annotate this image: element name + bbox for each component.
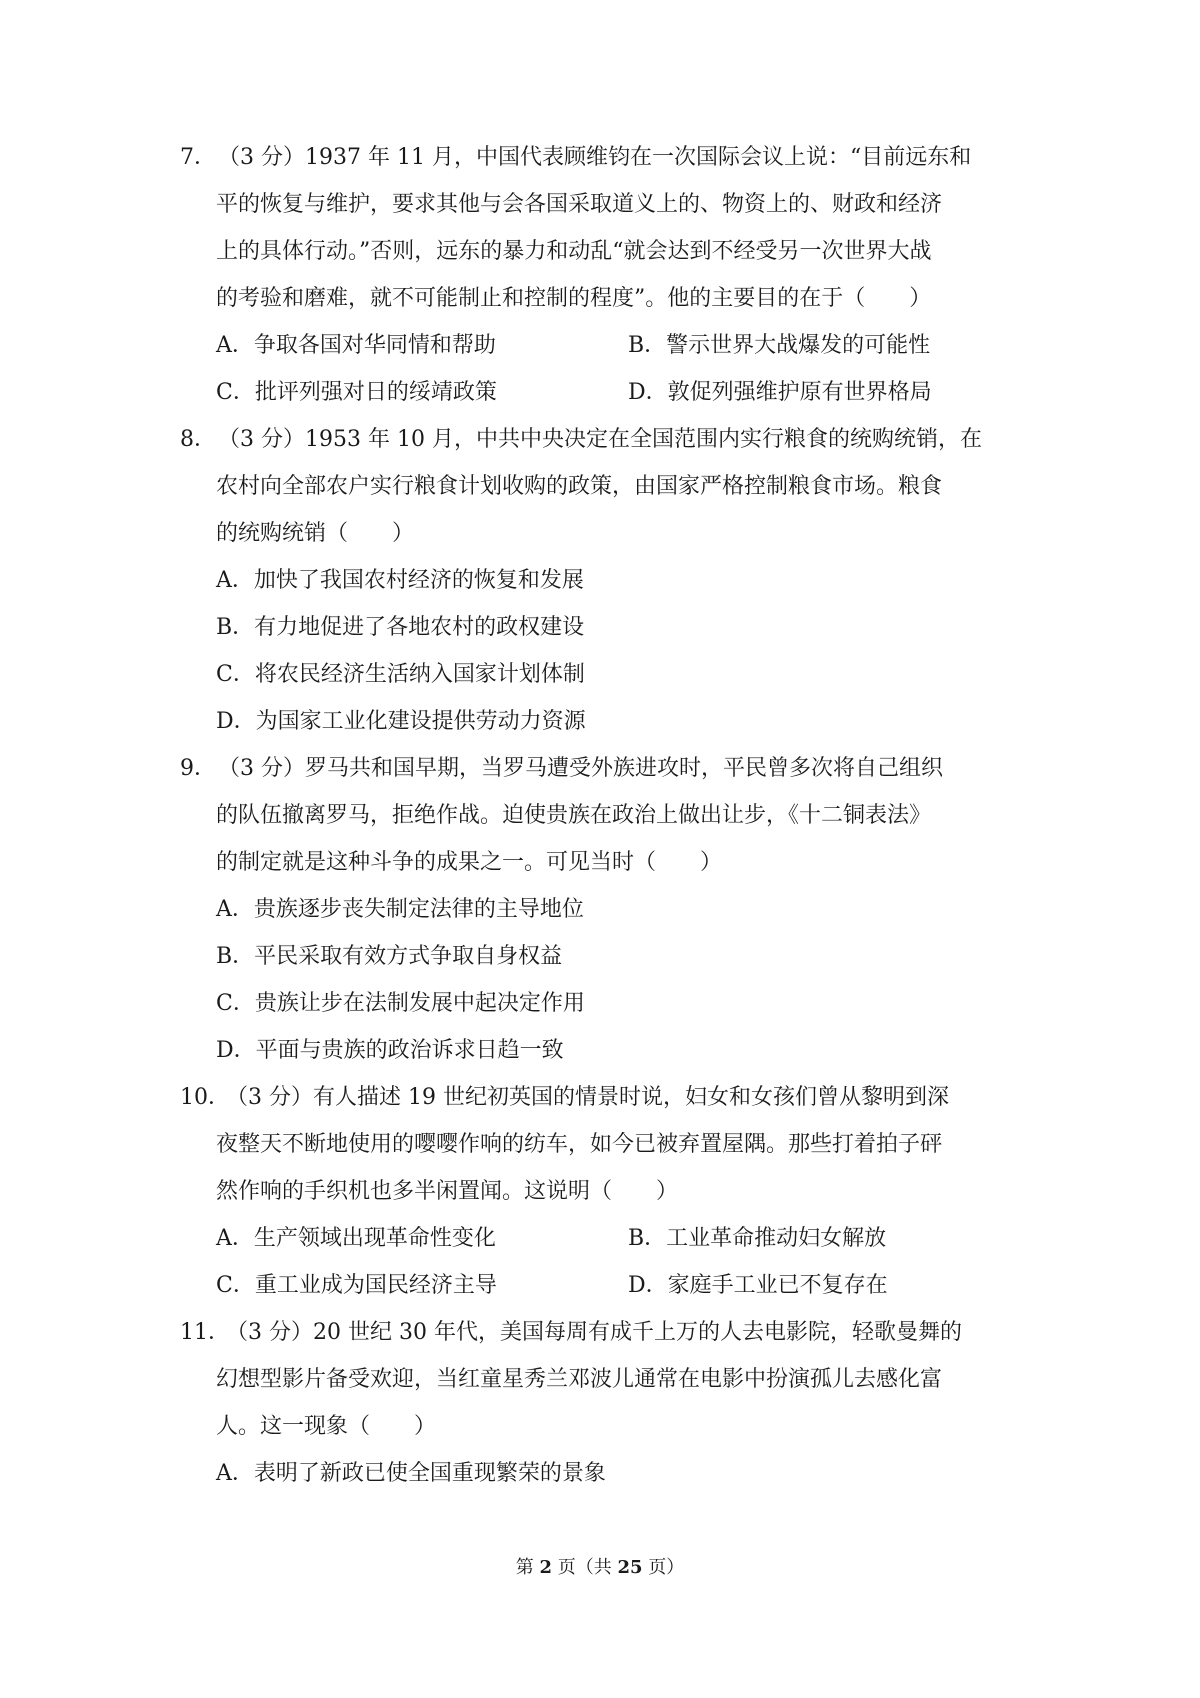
option-b[interactable]: B．有力地促进了各地农村的政权建设: [216, 615, 585, 640]
option-d[interactable]: D．家庭手工业已不复存在: [628, 1273, 888, 1298]
option-c[interactable]: C．重工业成为国民经济主导: [216, 1273, 497, 1298]
option-a[interactable]: A．表明了新政已使全国重现繁荣的景象: [216, 1461, 606, 1486]
question-stem-line: [180, 1309, 1040, 1356]
question-number: 8．: [180, 427, 216, 452]
question-number: 7．: [180, 145, 216, 170]
question-stem-line: 农村向全部农户实行粮食计划收购的政策，由国家严格控制粮食市场。粮食: [216, 474, 943, 499]
question-stem-line: [180, 134, 1040, 181]
option-a[interactable]: A．争取各国对华同情和帮助: [216, 333, 496, 358]
question-stem-line: 夜整天不断地使用的嘤嘤作响的纺车，如今已被弃置屋隅。那些打着拍子砰: [216, 1132, 943, 1157]
option-d[interactable]: D．平面与贵族的政治诉求日趋一致: [216, 1038, 564, 1063]
options-row: [180, 1262, 1040, 1309]
options-row: [180, 369, 1040, 416]
current-page-number: 2: [539, 1557, 552, 1578]
question-stem-line: [180, 1074, 1040, 1121]
question-number: 10．: [180, 1085, 230, 1110]
footer-suffix: 页）: [642, 1557, 685, 1578]
question-text: （3 分）1937 年 11 月，中国代表顾维钧在一次国际会议上说：“目前远东和: [218, 145, 972, 170]
question-stem-line: 上的具体行动。”否则，远东的暴力和动乱“就会达到不经受另一次世界大战: [216, 239, 932, 264]
option-a[interactable]: A．贵族逐步丧失制定法律的主导地位: [216, 897, 584, 922]
question-stem-line: 的队伍撤离罗马，拒绝作战。迫使贵族在政治上做出让步，《十二铜表法》: [216, 803, 932, 828]
question-stem-line: 然作响的手织机也多半闲置闻。这说明（ ）: [216, 1179, 679, 1204]
question-number: 11．: [180, 1320, 230, 1345]
question-stem-line: 的考验和磨难，就不可能制止和控制的程度”。他的主要目的在于（ ）: [216, 286, 932, 311]
options-row: [180, 322, 1040, 369]
question-text: （3 分）20 世纪 30 年代，美国每周有成千上万的人去电影院，轻歌曼舞的: [226, 1320, 962, 1345]
question-stem-line: 的制定就是这种斗争的成果之一。可见当时（ ）: [216, 850, 723, 875]
footer-middle: 页（共: [552, 1557, 618, 1578]
option-d[interactable]: D．为国家工业化建设提供劳动力资源: [216, 709, 586, 734]
question-stem-line: 人。这一现象（ ）: [216, 1414, 437, 1439]
option-c[interactable]: C．贵族让步在法制发展中起决定作用: [216, 991, 585, 1016]
option-d[interactable]: D．敦促列强维护原有世界格局: [628, 380, 932, 405]
option-b[interactable]: B．工业革命推动妇女解放: [628, 1226, 887, 1251]
question-stem-line: [180, 745, 1040, 792]
question-stem-line: 幻想型影片备受欢迎，当红童星秀兰邓波儿通常在电影中扮演孤儿去感化富: [216, 1367, 943, 1392]
options-row: [180, 1215, 1040, 1262]
question-8: [180, 416, 1040, 745]
question-number: 9．: [180, 756, 216, 781]
footer-prefix: 第: [515, 1557, 540, 1578]
question-9: [180, 745, 1040, 1074]
option-a[interactable]: A．生产领域出现革命性变化: [216, 1226, 496, 1251]
question-text: （3 分）1953 年 10 月，中共中央决定在全国范围内实行粮食的统购统销，在: [218, 427, 982, 452]
question-stem-line: 的统购统销（ ）: [216, 521, 415, 546]
option-c[interactable]: C．批评列强对日的绥靖政策: [216, 380, 497, 405]
page-footer: [0, 1556, 1200, 1580]
question-10: [180, 1074, 1040, 1309]
option-b[interactable]: B．警示世界大战爆发的可能性: [628, 333, 931, 358]
total-page-number: 25: [617, 1557, 643, 1578]
question-text: （3 分）罗马共和国早期，当罗马遭受外族进攻时，平民曾多次将自己组织: [218, 756, 943, 781]
question-stem-line: [180, 416, 1040, 463]
question-11: [180, 1309, 1040, 1497]
option-c[interactable]: C．将农民经济生活纳入国家计划体制: [216, 662, 585, 687]
question-stem-line: 平的恢复与维护，要求其他与会各国采取道义上的、物资上的、财政和经济: [216, 192, 943, 217]
question-7: [180, 134, 1040, 416]
option-b[interactable]: B．平民采取有效方式争取自身权益: [216, 944, 563, 969]
question-text: （3 分）有人描述 19 世纪初英国的情景时说，妇女和女孩们曾从黎明到深: [226, 1085, 949, 1110]
option-a[interactable]: A．加快了我国农村经济的恢复和发展: [216, 568, 584, 593]
